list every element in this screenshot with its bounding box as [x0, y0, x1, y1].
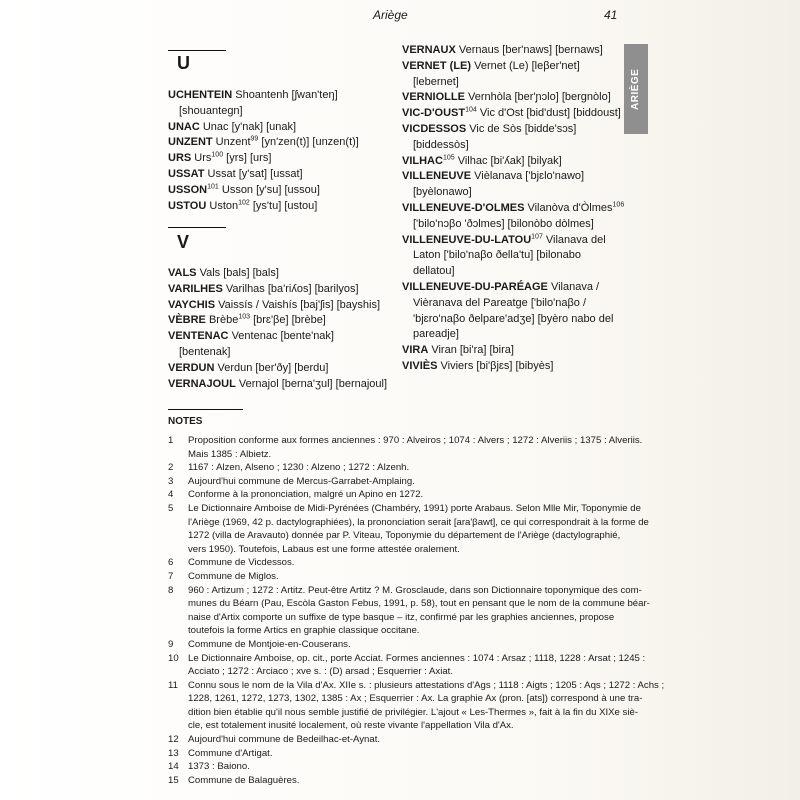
note-number: 5 [168, 502, 174, 514]
entry-line [168, 135, 359, 151]
note-line [168, 488, 630, 502]
headword: VAYCHIS [168, 298, 216, 311]
note-text: Commune de Montjoie-en-Couserans. [188, 638, 351, 650]
headword: UNAC [168, 120, 200, 133]
note-number: 12 [168, 734, 179, 746]
headword: VILLENEUVE-DU-LATOU [402, 233, 532, 246]
note-text: 1272 (villa de Aravauto) donnée par P. Viteau, Toponymie du département de l'Ariège (dactylographié, [188, 530, 621, 542]
entry-line [402, 122, 624, 138]
entry-continuation [402, 296, 624, 312]
entry-form: Unac [y'nak] [unak] [202, 120, 297, 133]
note-text: Acciato ; 1272 : Arciaco ; xve s. : (D) arsad ; Esquerrier : Axiat. [188, 666, 453, 678]
footnote-ref: 105 [442, 153, 455, 161]
note-line [168, 760, 630, 774]
section-letter-v: V [177, 232, 190, 252]
note-number: 7 [168, 570, 174, 582]
note-text: Commune de Vicdessos. [188, 557, 295, 569]
entry-form: 'bjɛro'naβo ðelpare'adʒe] [byèro nabo del [413, 312, 614, 325]
headword: VILHAC [402, 154, 443, 167]
note-line [168, 719, 630, 733]
note-text: vers 1950). Toutefois, Labaus est une forme attestée oralement. [188, 543, 460, 555]
entry-form: [yn'zen(t)] [unzen(t)] [261, 136, 359, 149]
note-number [168, 543, 188, 557]
note-number: 9 [168, 638, 174, 650]
entry-line [168, 120, 359, 136]
headword: VIVIÈS [402, 359, 438, 372]
note-line [168, 597, 650, 611]
entry-continuation [402, 312, 624, 328]
headword: VIRA [402, 344, 429, 357]
entry-line [402, 343, 624, 359]
headword: VARILHES [168, 282, 223, 295]
entry-form: ['bilo'nɔβo 'ðɔlmes] [bilonòbo dòlmes] [413, 217, 594, 230]
entry-continuation [402, 217, 624, 233]
entry-line [402, 154, 624, 170]
note-line [168, 543, 630, 557]
note-line [168, 706, 639, 720]
entry-form: Urs [194, 152, 212, 165]
entry-form: Vernet (Le) [leβer'net] [474, 59, 580, 72]
note-number: 3 [168, 475, 174, 487]
entry-line [168, 377, 387, 393]
note-number [168, 719, 188, 733]
entry-line [402, 233, 624, 249]
note-number [168, 597, 188, 611]
note-text: Le Dictionnaire Amboise de Midi-Pyrénées (Chambéry, 1991) porte Arabaus. Selon Mlle Mir, Toponymie de [188, 502, 641, 514]
entry-form: Vièlanava ['bjɛlo'nawo] [474, 170, 585, 183]
note-line [168, 529, 630, 543]
note-text: naise d'Artix comporte un suffixe de type basque – itz, confirmé par les graphies anciennes, propose [188, 611, 615, 623]
note-text: cle, est totalement inusité localement, où reste vivante l'appellation Vila d'Ax. [188, 720, 514, 732]
entry-form: Vernaus [ber'naws] [bernaws] [458, 44, 603, 56]
note-line [168, 679, 665, 693]
headword: VÈBRE [168, 314, 206, 327]
entry-form: Vals [bals] [bals] [199, 267, 279, 279]
entry-form: Shoantenh [ʃwan'teŋ] [235, 89, 338, 101]
note-text: dition bien établie qu'il nous semble justifié de privilégier. L'ajout « Les-Thermes », fait à la fin du XIXe siè- [188, 706, 639, 718]
headword: USSAT [168, 167, 205, 180]
entry-form: [brɛ'βe] [brèbe] [253, 314, 326, 327]
note-text: l'Ariège (1969, 42 p. dactylographiées), la prononciation serait [ara'βawt], ce qui correspondrait à la forme de [188, 516, 649, 528]
note-line [168, 516, 649, 530]
entry-line [402, 90, 624, 106]
entry-form: [biddessòs] [413, 138, 469, 151]
headword: VERNET (LE) [402, 59, 472, 72]
entry-form: Unzent [215, 136, 251, 149]
entry-form: Vilanòva d'Òlmes [527, 201, 613, 214]
note-number [168, 516, 188, 530]
entries-v [168, 266, 387, 392]
entry-form: pareadje] [413, 328, 459, 341]
entry-continuation [168, 104, 359, 120]
headword: URS [168, 152, 192, 165]
entry-continuation [402, 248, 624, 264]
section-rule-v [168, 227, 226, 228]
note-number: 15 [168, 774, 179, 786]
entry-form: Verdun [ber'ðy] [berdu] [217, 361, 329, 374]
headword: VILLENEUVE-D'OLMES [402, 201, 525, 214]
note-number [168, 611, 188, 625]
note-text: 1167 : Alzen, Alseno ; 1230 : Alzeno ; 1272 : Alzenh. [188, 462, 410, 474]
entry-form: [byèlonawo] [413, 186, 472, 199]
note-number: 10 [168, 652, 179, 664]
entry-form: Vièranava del Pareatge ['bilo'naβo / [413, 296, 586, 309]
entry-continuation [168, 345, 387, 361]
headword: VERDUN [168, 361, 215, 374]
entry-form: Vilanava / [550, 280, 600, 293]
entry-form: [lebernet] [413, 75, 459, 88]
entry-line [168, 298, 387, 314]
entry-form: Laton ['bilo'naβo ðella'tu] [bilonabo [413, 249, 581, 262]
entry-form: Vaissís / Vaishís [baj'ʃis] [bayshis] [218, 298, 381, 311]
note-text: 1373 : Baiono. [188, 761, 250, 773]
entry-line [168, 361, 387, 377]
entry-form: Viviers [bi'βjɛs] [bibyès] [440, 359, 554, 372]
entry-line [402, 169, 624, 185]
entry-line [402, 59, 624, 75]
note-number: 13 [168, 747, 179, 759]
entry-form: Viran [bi'ra] [bira] [431, 344, 514, 357]
notes-rule [168, 409, 243, 410]
note-text: Mais 1385 : Albietz. [188, 448, 272, 460]
note-number [168, 706, 188, 720]
note-line [168, 638, 630, 652]
entry-form: [bentenak] [179, 345, 231, 358]
footnote-ref: 104 [465, 106, 477, 114]
headword: USSON [168, 183, 208, 196]
entry-line [402, 106, 624, 122]
note-text: Aujourd'hui commune de Mercus-Garrabet-Amplaing. [188, 475, 415, 487]
note-line [168, 556, 630, 570]
note-line [168, 624, 630, 638]
note-number: 11 [168, 679, 178, 691]
entry-line [168, 313, 387, 329]
headword: UCHENTEIN [168, 89, 233, 101]
note-text: 960 : Artizum ; 1272 : Artitz. Peut-être Artitz ? M. Grosclaude, dans son Dictionnaire toponymique des com- [188, 584, 642, 596]
footnote-ref: 103 [238, 313, 251, 321]
entry-form: Vilhac [bi'ʎak] [bilyak] [457, 154, 562, 167]
note-text: Commune de Miglos. [188, 570, 279, 582]
footnote-ref: 106 [612, 201, 625, 209]
headword: VILLENEUVE-DU-PARÉAGE [402, 280, 548, 293]
notes-list [168, 434, 665, 787]
note-text: Conforme à la prononciation, malgré un Apino en 1272. [188, 489, 424, 501]
note-text: Proposition conforme aux formes anciennes : 970 : Alveiros ; 1074 : Alvers ; 1272 : Alveriis ; 1375 : Alveriis. [188, 435, 643, 446]
note-number: 2 [168, 462, 174, 474]
running-header-title: Ariège [373, 8, 408, 22]
headword: VERNAJOUL [168, 377, 236, 390]
headword: VALS [168, 267, 197, 279]
note-number [168, 448, 188, 462]
entry-form: Vic d'Ost [bid'dust] [biddoust] [479, 107, 621, 120]
note-line [168, 652, 646, 666]
footnote-ref: 99 [250, 135, 259, 143]
entry-line [402, 43, 624, 59]
note-number: 1 [168, 435, 174, 446]
note-line [168, 475, 630, 489]
entry-form: [ys'tu] [ustou] [252, 199, 318, 212]
entry-line [168, 199, 359, 215]
headword: UNZENT [168, 136, 213, 149]
entry-line [168, 282, 387, 298]
note-line [168, 461, 630, 475]
page-number: 41 [604, 8, 618, 22]
entry-form: Varilhas [ba'riʎos] [barilyos] [225, 282, 359, 295]
note-line [168, 502, 641, 516]
entry-continuation [402, 75, 624, 91]
entry-line [402, 201, 624, 217]
note-text: Commune de Balaguères. [188, 774, 300, 786]
entry-form: Vernajol [berna'ʒul] [bernajoul] [238, 377, 388, 390]
note-text: toutefois la forme Artics en graphie classique occitane. [188, 625, 420, 637]
entry-continuation [402, 138, 624, 154]
note-number: 6 [168, 557, 174, 569]
note-line [168, 448, 630, 462]
entry-form: Ussat [y'sat] [ussat] [207, 167, 303, 180]
note-line [168, 733, 630, 747]
entry-form: Vernhòla [ber'ɲɔlo] [bergnòlo] [468, 91, 611, 104]
entries-u [168, 88, 359, 214]
note-text: 1228, 1261, 1272, 1273, 1302, 1385 : Ax ; Esquerrier : Ax. La graphie Ax (pron. [ats]) correspond à une tra- [188, 693, 643, 705]
entry-form: Brèbe [208, 314, 239, 327]
entry-line [402, 359, 624, 375]
note-number: 4 [168, 489, 174, 501]
footnote-ref: 100 [211, 151, 224, 159]
entry-continuation [402, 185, 624, 201]
note-text: Commune d'Artigat. [188, 747, 273, 759]
note-number [168, 529, 188, 543]
entry-form: Vilanava del [545, 233, 606, 246]
entry-form: dellatou] [413, 265, 455, 278]
entry-form: Uston [209, 199, 239, 212]
entry-line [168, 183, 359, 199]
headword: VIC-D'OUST [402, 107, 466, 120]
headword: VICDESSOS [402, 122, 467, 135]
entry-line [168, 88, 359, 104]
entry-continuation [402, 327, 624, 343]
headword: VERNIOLLE [402, 91, 465, 104]
footnote-ref: 107 [531, 232, 543, 240]
section-letter-u: U [177, 53, 190, 73]
footnote-ref: 102 [238, 198, 250, 206]
note-number: 8 [168, 584, 174, 596]
note-text: Le Dictionnaire Amboise, op. cit., porte Acciat. Formes anciennes : 1074 : Arsaz ; 1118, 1228 : Arsat ; 1245 : [188, 652, 646, 664]
entry-form: Ventenac [bente'nak] [231, 330, 334, 343]
note-number [168, 665, 188, 679]
headword: USTOU [168, 199, 207, 212]
entry-line [402, 280, 624, 296]
footnote-ref: 101 [207, 183, 219, 191]
headword: VILLENEUVE [402, 170, 472, 183]
entry-form: [shouantegn] [179, 104, 243, 117]
note-number: 14 [168, 761, 179, 773]
note-number [168, 624, 188, 638]
entry-line [168, 329, 387, 345]
note-number [168, 692, 188, 706]
headword: VENTENAC [168, 330, 229, 343]
thumb-index-tab: ARIÈGE [624, 44, 648, 134]
note-text: munes du Béarn (Pau, Escòla Gaston Febus, 1991, p. 58), tout en pensant que le nom de la commune béar- [188, 598, 650, 610]
entry-line [168, 266, 387, 282]
note-line [168, 584, 642, 598]
note-line [168, 611, 630, 625]
entry-form: Usson [y'su] [ussou] [221, 183, 320, 196]
note-line [168, 747, 630, 761]
note-line [168, 665, 630, 679]
note-line [168, 434, 643, 448]
note-line [168, 692, 643, 706]
note-line [168, 774, 630, 788]
headword: VERNAUX [402, 44, 456, 56]
notes-title: NOTES [168, 416, 203, 427]
entry-line [168, 151, 359, 167]
entry-form: Vic de Sòs [bidde'sɔs] [469, 122, 577, 135]
note-text: Connu sous le nom de la Vila d'Ax. XIIe s. : plusieurs attestations d'Ags ; 1118 : Aigts ; 1205 : Aqs ; 1272 : Achs ; [188, 679, 665, 691]
note-text: Aujourd'hui commune de Bedeilhac-et-Aynat. [188, 734, 381, 746]
section-rule-u [168, 50, 226, 51]
entries-right-column [402, 43, 624, 375]
entry-form: [yrs] [urs] [226, 152, 272, 165]
entry-continuation [402, 264, 624, 280]
entry-line [168, 167, 359, 183]
note-line [168, 570, 630, 584]
